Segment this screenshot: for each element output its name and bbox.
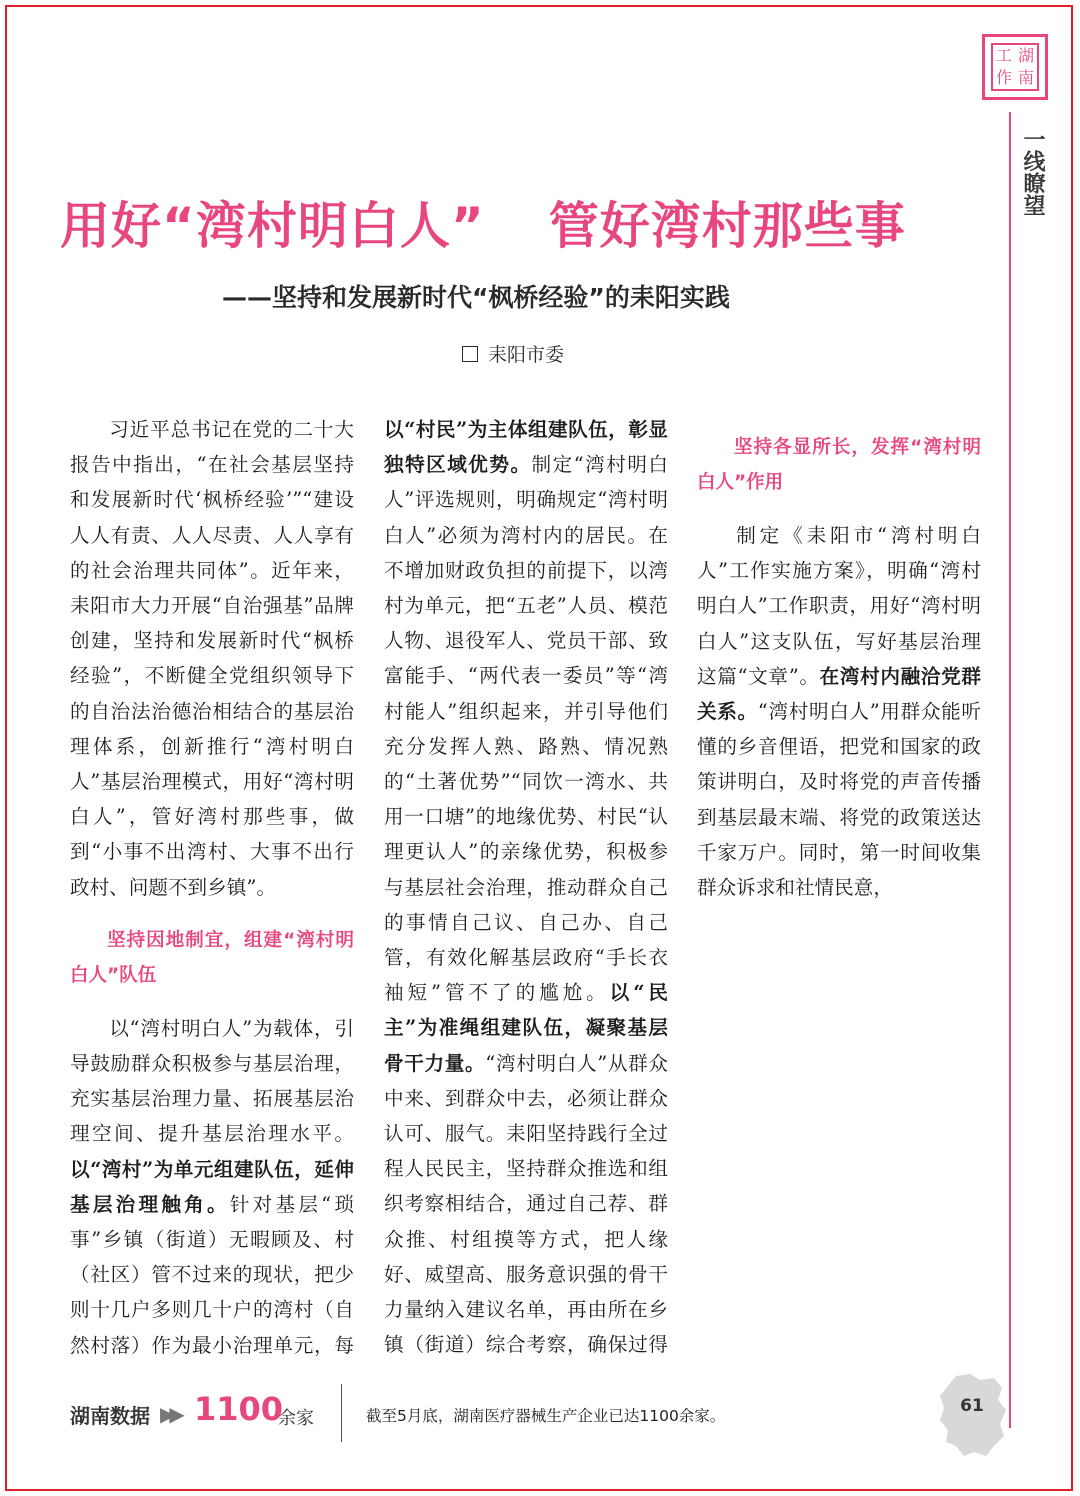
article-title — [60, 186, 990, 258]
title-part-1: 用好“湾村明白人” — [60, 197, 485, 255]
section-tab: 一线瞭望 — [1020, 128, 1045, 216]
article-column-3 — [697, 412, 981, 905]
logo-char: 湖 — [1017, 46, 1034, 65]
section-divider-line — [1009, 112, 1011, 1428]
logo-char: 南 — [1017, 68, 1034, 87]
article-subtitle: ——坚持和发展新时代“枫桥经验”的耒阳实践 — [222, 283, 730, 312]
footer-label: 湖南数据 — [70, 1404, 150, 1428]
article-column-2 — [384, 412, 668, 1362]
magazine-logo — [982, 34, 1048, 100]
text-run: 制定“湾村明白人”评选规则，明确规定“湾村明白人”必须为湾村内的居民。在不增加财政负担的前提下，以湾村为单元，把“五老”人员、模范人物、退役军人、党员干部、致富能手、“两代表一委员”等“湾村能人”组织起来，并引导他们充分发挥人熟、路熟、情况熟的“土著优势”“同饮一湾水、共用一口塘”的地缘优势、村民“认理更认人”的亲缘优势，积极参与基层社会治理，推动群众自己的事情自己议、自己办、自己管，有效化解基层政府“手长衣袖短”管不了的尴尬。 — [384, 453, 668, 1005]
square-icon — [462, 346, 478, 362]
author-name: 耒阳市委 — [488, 344, 565, 366]
bold-lead: 以“民主”为准绳组建队伍，凝聚基层骨干力量。 — [384, 981, 668, 1075]
paragraph-continued — [384, 412, 668, 1362]
bold-lead: 在湾村内融洽党群关系。 — [697, 664, 981, 724]
paragraph — [697, 518, 981, 905]
logo-char: 工 — [995, 46, 1012, 65]
text-run: “湾村明白人”从群众中来、到群众中去，必须让群众认可、服气。耒阳坚持践行全过程人民民主，坚持群众推选和组织考察相结合，通过自己荐、群众推、村组摸等方式，把人缘好、威望高、服务意识强的骨干力量纳入建议名单，再由所在乡镇（街道）综合考察，确保过得 — [384, 1051, 668, 1357]
article-column-1 — [70, 412, 354, 1362]
text-run: “湾村明白人”用群众能听懂的乡音俚语，把党和国家的政策讲明白，及时将党的声音传播到基层最末端、将党的政策送达千家万户。同时，第一时间收集群众诉求和社情民意， — [697, 700, 981, 900]
title-part-2: 管好湾村那些事 — [548, 197, 906, 255]
section-heading: 坚持因地制宜，组建“湾村明白人”队伍 — [70, 929, 354, 986]
bold-lead: 以“湾村”为单元组建队伍，延伸基层治理触角。 — [70, 1157, 354, 1216]
footer-number: 1100 — [194, 1390, 284, 1428]
page-number: 61 — [960, 1396, 984, 1416]
footer-divider — [341, 1384, 342, 1442]
author-line — [462, 340, 564, 367]
paragraph: 习近平总书记在党的二十大报告中指出，“在社会基层坚持和发展新时代‘枫桥经验’”“建设人人有责、人人尽责、人人享有的社会治理共同体”。近年来，耒阳市大力开展“自治强基”品牌创建，坚持和发展新时代“枫桥经验”，不断健全党组织领导下的自治法治德治相结合的基层治理体系，创新推行“湾村明白人”基层治理模式，用好“湾村明白人”，管好湾村那些事，做到“小事不出湾村、大事不出行政村、问题不到乡镇”。 — [70, 418, 354, 899]
text-run: 制定《耒阳市“湾村明白人”工作实施方案》，明确“湾村明白人”工作职责，用好“湾村明白人”这支队伍，写好基层治理这篇“文章”。 — [697, 524, 981, 688]
footer-note: 截至5月底，湖南医疗器械生产企业已达1100余家。 — [366, 1407, 726, 1425]
bold-lead: 以“村民”为主体组建队伍，彰显独特区域优势。 — [384, 418, 668, 477]
paragraph: 以“湾村明白人”为载体，引导鼓励群众积极参与基层治理，充实基层治理力量、拓展基层治理空间、提升基层治理水平。以“湾村”为单元组建队伍，延伸基层治理触角。针对基层“琐事”乡镇（街道）无暇顾及、村（社区）管不过来的现状，把少则十几户多则几十户的湾村（自然村落）作为最小治理单元，每 — [70, 1016, 354, 1357]
double-arrow-icon: ▶▶ — [160, 1402, 179, 1426]
logo-char: 作 — [995, 68, 1012, 87]
footer-unit: 余家 — [278, 1408, 314, 1429]
section-heading: 坚持各显所长，发挥“湾村明白人”作用 — [697, 437, 981, 493]
